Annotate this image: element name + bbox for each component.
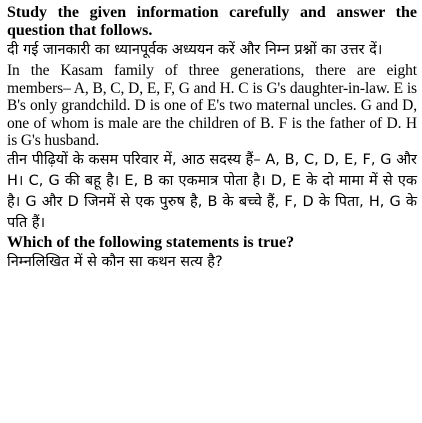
instruction-hindi: दी गई जानकारी का ध्यानपूर्वक अध्ययन करें और निम्न प्रश्नों का उत्तर दें। (7, 42, 383, 58)
passage-hindi: तीन पीढ़ियों के कसम परिवार में, आठ सदस्य हैं– A, B, C, D, E, F, G और H। C, G की बहू है। E, B का एकमात्र पोता है। D, E के दो मामा में से एक है। G और D जिनमें से एक पुरुष है, B के बच्चे हैं, F, D के पिता, H, G के पति हैं। (7, 151, 417, 231)
instruction-english: Study the given information carefully and answer the question that follows. (7, 4, 417, 39)
passage-english: In the Kasam family of three generations, there are eight members– A, B, C, D, E, F, G and H. C is G's daughter-in-law. E is B's only grandchild. D is one of E's two maternal uncles. G and D, one of whom is male are the children of B. F is the father of D. H is G's husband. (7, 62, 417, 149)
question-hindi: निम्नलिखित में से कौन सा कथन सत्य है? (7, 253, 223, 270)
question-english: Which of the following statements is true? (7, 233, 295, 251)
question-card (7, 4, 417, 273)
